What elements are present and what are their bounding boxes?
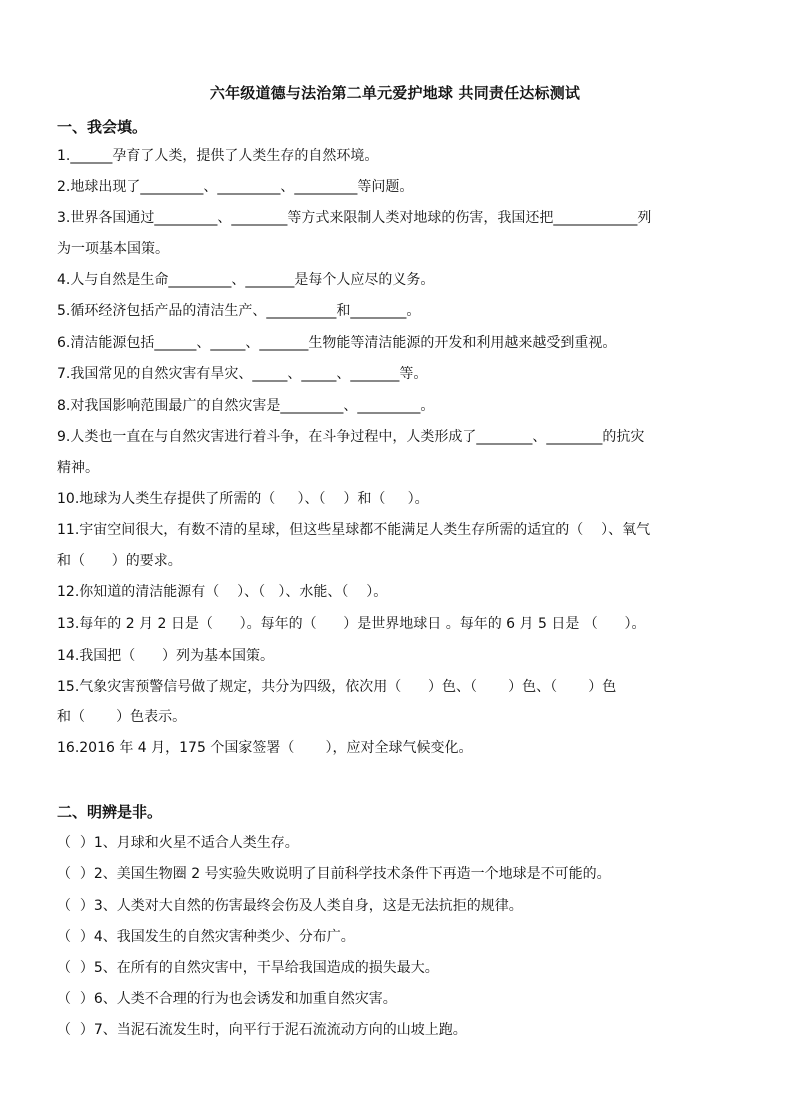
fill-line-5: 5.循环经济包括产品的清洁生产、__________和________。 (57, 303, 421, 319)
true-false-item-3: （ ）3、人类对大自然的伤害最终会伤及人类自身，这是无法抗拒的规律。 (57, 898, 523, 914)
fill-line-9: 9.人类也一直在与自然灾害进行着斗争，在斗争过程中，人类形成了________、________的抗灾 (57, 429, 645, 445)
fill-line-10: 10.地球为人类生存提供了所需的（ ）、（ ）和（ ）。 (57, 491, 429, 507)
fill-line-11-cont: 和（ ）的要求。 (57, 553, 182, 569)
fill-line-15-cont: 和（ ）色表示。 (57, 709, 187, 725)
fill-line-13: 13.每年的 2 月 2 日是（ ）。每年的（ ）是世界地球日 。每年的 6 月 5 日是 （ ）。 (57, 616, 646, 632)
true-false-item-5: （ ）5、在所有的自然灾害中，干旱给我国造成的损失最大。 (57, 960, 439, 976)
fill-line-9-cont: 精神。 (57, 460, 99, 476)
fill-line-11: 11.宇宙空间很大，有数不清的星球，但这些星球都不能满足人类生存所需的适宜的（ ）、氧气 (57, 522, 651, 538)
fill-line-15: 15.气象灾害预警信号做了规定，共分为四级，依次用（ ）色、（ ）色、（ ）色 (57, 679, 617, 695)
fill-line-2: 2.地球出现了_________、_________、_________等问题。 (57, 179, 414, 195)
fill-line-3: 3.世界各国通过_________、________等方式来限制人类对地球的伤害，我国还把____________列 (57, 210, 652, 226)
page-title: 六年级道德与法治第二单元爱护地球 共同责任达标测试 (209, 84, 581, 102)
fill-line-8: 8.对我国影响范围最广的自然灾害是_________、_________。 (57, 398, 435, 414)
fill-line-1: 1.______孕育了人类，提供了人类生存的自然环境。 (57, 148, 379, 164)
true-false-item-7: （ ）7、当泥石流发生时，向平行于泥石流流动方向的山坡上跑。 (57, 1022, 467, 1038)
section2-heading: 二、明辨是非。 (57, 803, 163, 821)
fill-line-6: 6.清洁能源包括______、_____、_______生物能等清洁能源的开发和利用越来越受到重视。 (57, 335, 617, 351)
true-false-item-4: （ ）4、我国发生的自然灾害种类少、分布广。 (57, 929, 355, 945)
fill-line-4: 4.人与自然是生命_________、_______是每个人应尽的义务。 (57, 272, 435, 288)
true-false-item-2: （ ）2、美国生物圈 2 号实验失败说明了目前科学技术条件下再造一个地球是不可能的。 (57, 866, 611, 882)
true-false-item-1: （ ）1、月球和火星不适合人类生存。 (57, 835, 299, 851)
section1-heading: 一、我会填。 (57, 118, 148, 136)
fill-line-3-cont: 为一项基本国策。 (57, 241, 169, 257)
true-false-item-6: （ ）6、人类不合理的行为也会诱发和加重自然灾害。 (57, 991, 397, 1007)
fill-line-12: 12.你知道的清洁能源有（ ）、（ ）、水能、（ ）。 (57, 584, 388, 600)
fill-line-16: 16.2016 年 4 月，175 个国家签署（ ），应对全球气候变化。 (57, 740, 473, 756)
fill-line-14: 14.我国把（ ）列为基本国策。 (57, 648, 274, 664)
fill-line-7: 7.我国常见的自然灾害有旱灾、_____、_____、_______等。 (57, 366, 428, 382)
